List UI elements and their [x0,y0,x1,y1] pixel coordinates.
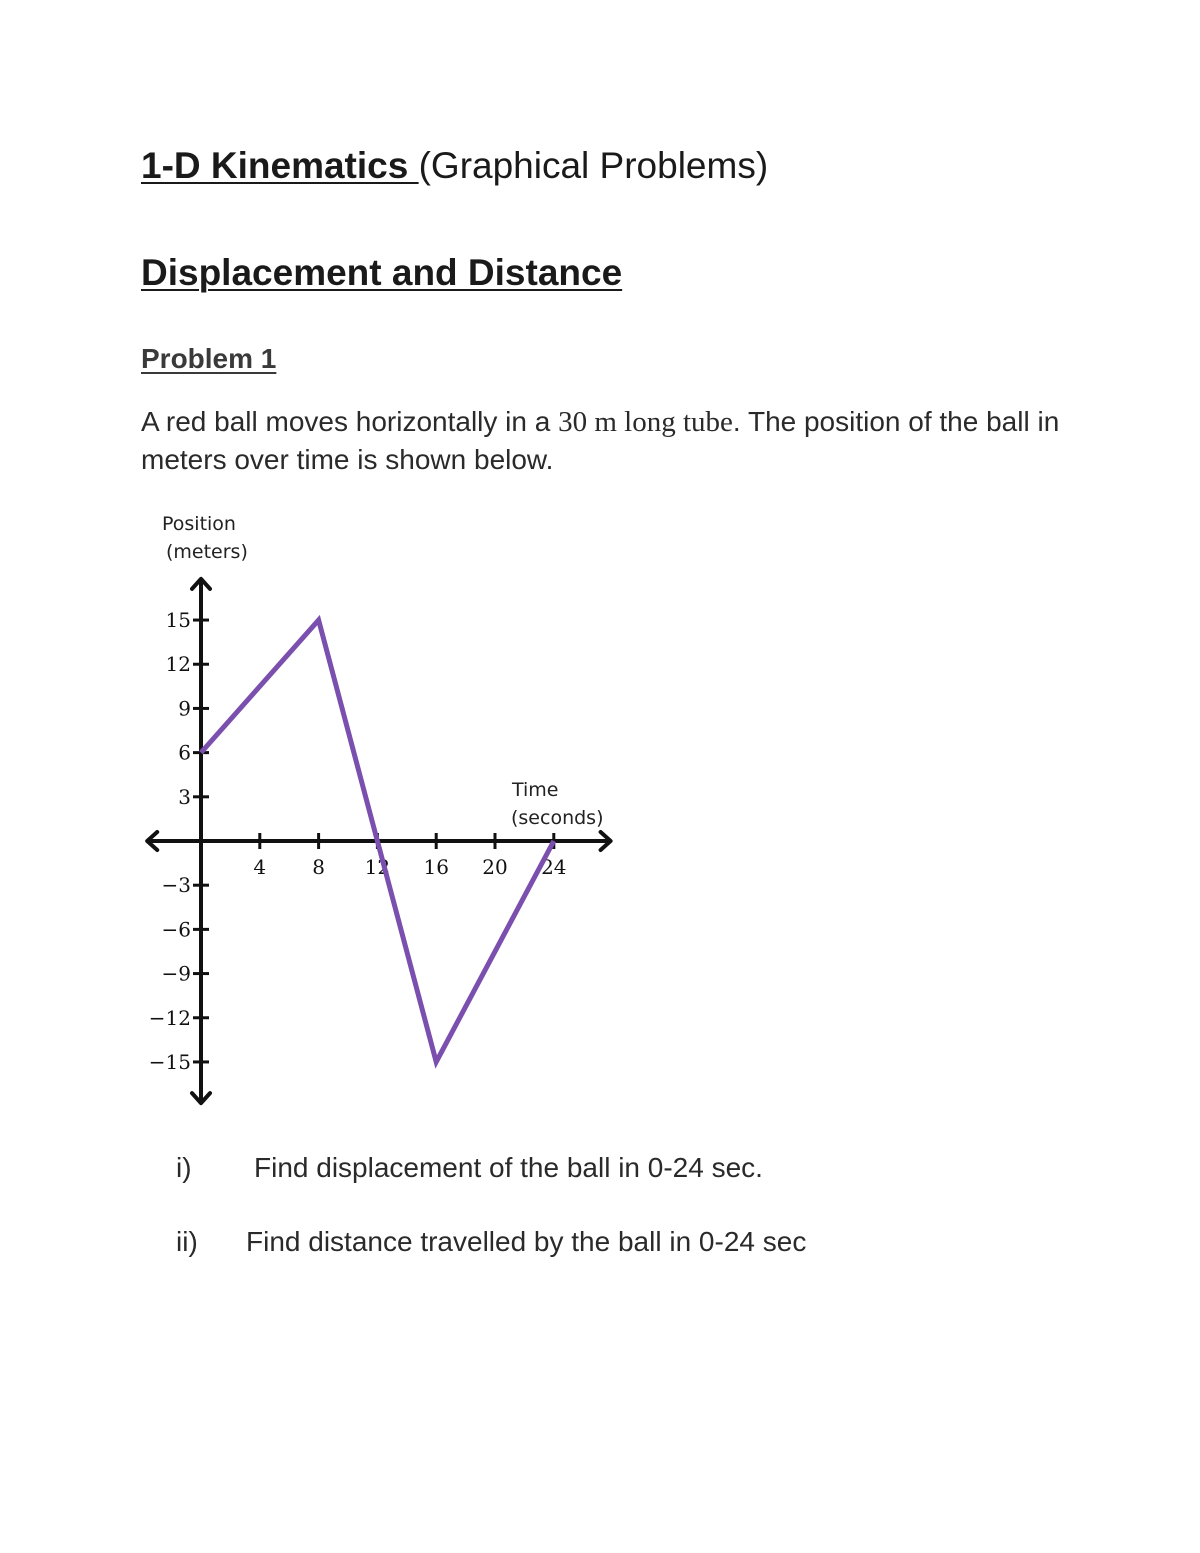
section-heading: Displacement and Distance [141,252,623,293]
description-part1: A red ball moves horizontally in a [141,406,559,437]
x-tick-label: 12 [364,855,391,879]
y-tick-label: −6 [161,917,191,942]
question-1-number: i) [176,1152,192,1183]
title-subtitle: (Graphical Problems) [418,145,769,186]
description-math: 30 m long tube [558,406,733,438]
y-tick-label: 9 [178,696,191,721]
y-tick-label: 12 [165,652,191,677]
question-1-text: Find displacement of the ball in 0-24 sec. [254,1152,763,1183]
question-2 [176,1224,1076,1264]
y-tick-label: 6 [178,740,191,765]
x-tick-label: 24 [541,855,567,879]
question-2-number: ii) [176,1226,198,1257]
x-tick-label: 20 [482,855,508,879]
x-axis-label-line1: Time [512,779,559,801]
title-main: 1-D Kinematics [141,145,419,186]
description-part2: . The position of the ball in meters over time is shown below. [141,406,1060,475]
x-tick-label: 4 [253,855,267,879]
y-tick-label: −9 [161,961,191,986]
question-1 [176,1150,1076,1190]
y-axis-label-line2: (meters) [166,541,248,563]
y-tick-label: −3 [161,873,191,898]
y-tick-label: 3 [178,784,191,809]
question-2-text: Find distance travelled by the ball in 0-24 sec [246,1226,807,1257]
x-tick-label: 16 [423,855,449,879]
x-tick-label: 8 [312,855,325,879]
y-tick-label: −12 [148,1005,191,1030]
y-tick-label: 15 [165,608,191,633]
chart-labels [162,513,604,829]
y-axis-label-line1: Position [162,513,236,535]
x-axis-label-line2: (seconds) [511,807,604,829]
problem-label: Problem 1 [141,343,277,374]
y-tick-label: −15 [148,1049,191,1074]
